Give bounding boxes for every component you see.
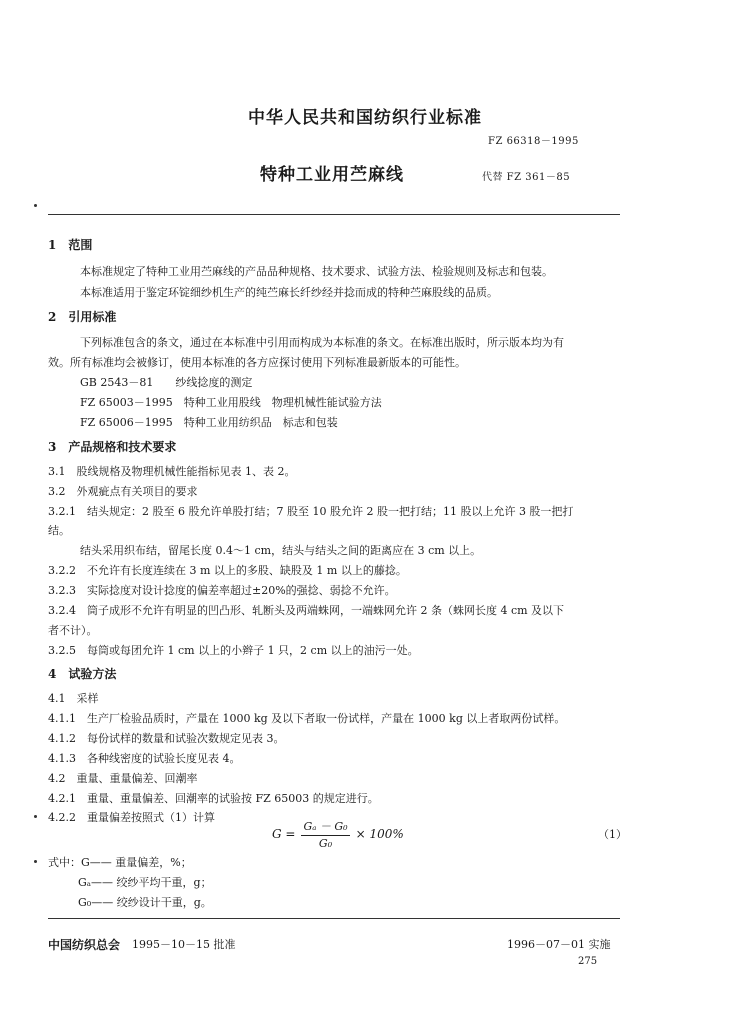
standard-category-title: 中华人民共和国纺织行业标准 bbox=[248, 108, 482, 128]
section-2-heading: 2 引用标准 bbox=[48, 310, 117, 324]
section-4-heading: 4 试验方法 bbox=[48, 667, 117, 681]
definition-ga: Gₐ—— 绞纱平均干重，g； bbox=[78, 876, 212, 889]
formula-lhs: G = bbox=[272, 827, 296, 841]
section-2-paragraph-line-2: 效。所有标准均会被修订，使用本标准的各方应探讨使用下列标准最新版本的可能性。 bbox=[48, 356, 466, 369]
formula-numerator: Gₐ － G₀ bbox=[301, 818, 349, 836]
approval-date: 1995－10－15 批准 bbox=[132, 938, 236, 951]
clause-4-2-2: 4.2.2 重量偏差按照式（1）计算 bbox=[48, 811, 215, 824]
clause-3-2-5: 3.2.5 每筒或每团允许 1 cm 以上的小辫子 1 只，2 cm 以上的油污一处。 bbox=[48, 644, 419, 657]
formula-rhs: × 100% bbox=[355, 827, 404, 841]
clause-4-1-3: 4.1.3 各种线密度的试验长度见表 4。 bbox=[48, 752, 241, 765]
clause-3-1: 3.1 股线规格及物理机械性能指标见表 1、表 2。 bbox=[48, 465, 296, 478]
page-number: 275 bbox=[578, 956, 598, 967]
reference-fz65003: FZ 65003－1995 特种工业用股线 物理机械性能试验方法 bbox=[80, 396, 382, 409]
footer-divider bbox=[48, 918, 620, 919]
formula-fraction bbox=[301, 818, 349, 850]
weight-deviation-formula bbox=[272, 818, 404, 850]
clause-4-1-2: 4.1.2 每份试样的数量和试验次数规定见表 3。 bbox=[48, 732, 285, 745]
definition-g0: G₀—— 绞纱设计干重，g。 bbox=[78, 896, 212, 909]
equation-number: （1） bbox=[598, 828, 627, 841]
section-1-paragraph-2: 本标准适用于鉴定环锭细纱机生产的纯苎麻长纤纱经并捻而成的特种苎麻股线的品质。 bbox=[80, 286, 498, 299]
clause-3-2-4-line-1: 3.2.4 筒子成形不允许有明显的凹凸形、轧断头及两端蛛网，一端蛛网允许 2 条（蛛网长度 4 cm 及以下 bbox=[48, 604, 565, 617]
clause-3-2-1-line-3: 结头采用织布结，留尾长度 0.4～1 cm，结头与结头之间的距离应在 3 cm 以上。 bbox=[80, 544, 482, 557]
section-3-heading: 3 产品规格和技术要求 bbox=[48, 440, 177, 454]
clause-3-2-4-line-2: 者不计）。 bbox=[48, 624, 98, 637]
scan-speck bbox=[34, 860, 37, 863]
reference-fz65006: FZ 65006－1995 特种工业用纺织品 标志和包装 bbox=[80, 416, 338, 429]
section-1-paragraph-1: 本标准规定了特种工业用苎麻线的产品品种规格、技术要求、试验方法、检验规则及标志和包装。 bbox=[80, 265, 553, 278]
clause-3-2-1-line-1: 3.2.1 结头规定：2 股至 6 股允许单股打结；7 股至 10 股允许 2 股一把打结；11 股以上允许 3 股一把打 bbox=[48, 505, 574, 518]
scan-speck bbox=[34, 815, 37, 818]
formula-denominator: G₀ bbox=[318, 837, 333, 850]
clause-4-2: 4.2 重量、重量偏差、回潮率 bbox=[48, 772, 198, 785]
clause-3-2-2: 3.2.2 不允许有长度连续在 3 m 以上的多股、缺股及 1 m 以上的藤捻。 bbox=[48, 564, 407, 577]
clause-4-2-1: 4.2.1 重量、重量偏差、回潮率的试验按 FZ 65003 的规定进行。 bbox=[48, 792, 379, 805]
replaces-standard: 代替 FZ 361－85 bbox=[482, 172, 571, 183]
clause-4-1: 4.1 采样 bbox=[48, 692, 99, 705]
clause-4-1-1: 4.1.1 生产厂检验品质时，产量在 1000 kg 及以下者取一份试样，产量在 1000 kg 以上者取两份试样。 bbox=[48, 712, 566, 725]
section-1-heading: 1 范围 bbox=[48, 238, 93, 252]
implementation-date: 1996－07－01 实施 bbox=[507, 938, 611, 951]
section-2-paragraph-line-1: 下列标准包含的条文，通过在本标准中引用而构成为本标准的条文。在标准出版时，所示版本均为有 bbox=[80, 336, 564, 349]
scan-speck bbox=[34, 204, 37, 207]
header-divider bbox=[48, 214, 620, 215]
standard-number: FZ 66318－1995 bbox=[488, 136, 579, 147]
issuing-organization: 中国纺织总会 bbox=[48, 938, 121, 952]
reference-gb2543: GB 2543－81 纱线捻度的测定 bbox=[80, 376, 253, 389]
definition-g: 式中：G—— 重量偏差，%； bbox=[48, 856, 192, 869]
clause-3-2: 3.2 外观疵点有关项目的要求 bbox=[48, 485, 198, 498]
clause-3-2-3: 3.2.3 实际捻度对设计捻度的偏差率超过±20%的强捻、弱捻不允许。 bbox=[48, 584, 396, 597]
document-title: 特种工业用苎麻线 bbox=[260, 165, 404, 185]
clause-3-2-1-line-2: 结。 bbox=[48, 524, 70, 537]
